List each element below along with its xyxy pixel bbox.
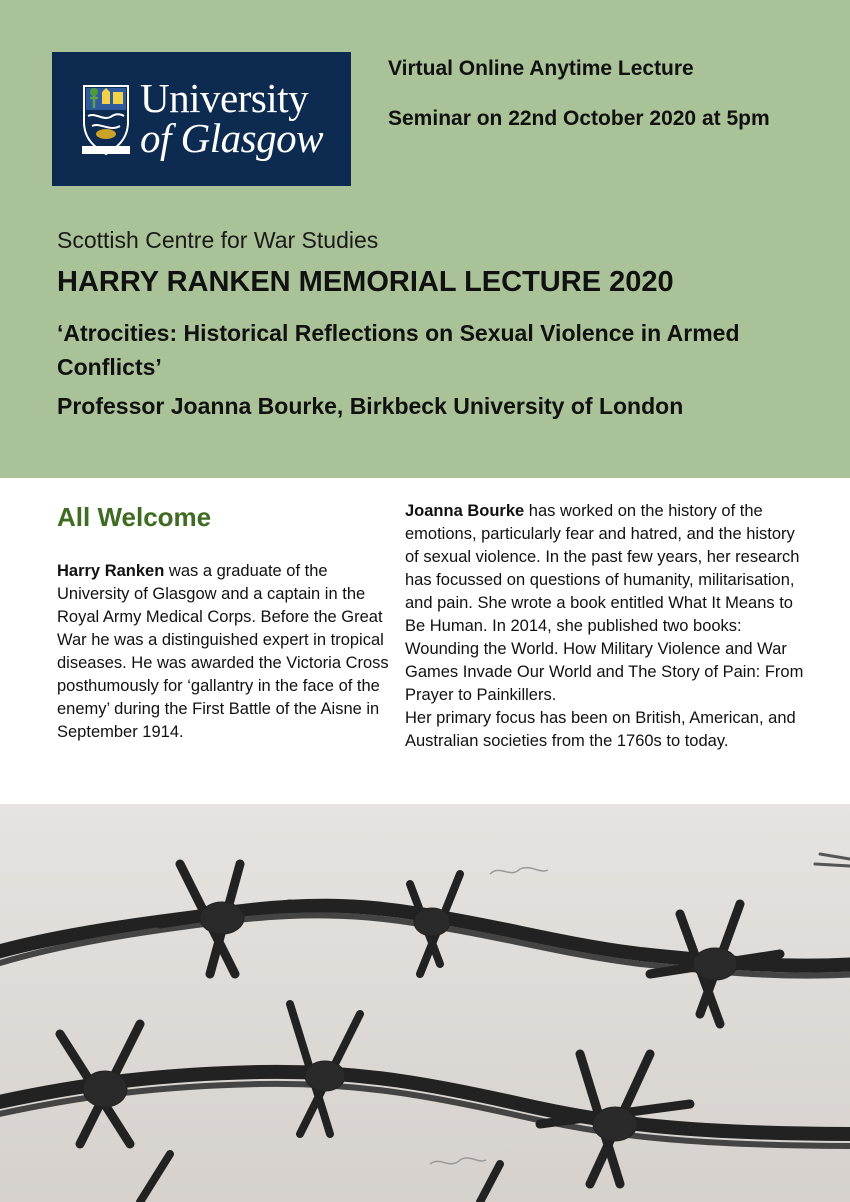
speaker: Professor Joanna Bourke, Birkbeck University of London [57, 393, 684, 419]
logo-wordmark-text: of Glasgow [140, 115, 323, 161]
ranken-bio-text: was a graduate of the University of Glasgow and a captain in the Royal Army Medical Corps. Before the Great War he was a distinguished expert in tropical diseases. He was awarded the Victoria Cross posthumously for ‘gallantry in the face of the enemy’ during the First Battle of the Aisne in September 1914. [57, 562, 389, 741]
event-date: Seminar on 22nd October 2020 at 5pm [388, 107, 770, 130]
bourke-name: Joanna Bourke [405, 502, 525, 520]
all-welcome-heading: All Welcome [57, 502, 212, 532]
centre-name: Scottish Centre for War Studies [57, 227, 379, 253]
header-banner [0, 0, 850, 478]
ranken-bio [57, 560, 392, 744]
bourke-bio [405, 500, 805, 753]
event-format: Virtual Online Anytime Lecture [388, 57, 694, 80]
logo-wordmark-university: University [140, 75, 309, 121]
lecture-title: HARRY RANKEN MEMORIAL LECTURE 2020 [57, 266, 674, 298]
bourke-focus-text: Her primary focus has been on British, American, and Australian societies from the 1760s to today. [405, 709, 796, 750]
lecture-subtitle: ‘Atrocities: Historical Reflections on Sexual Violence in Armed Conflicts’ [57, 320, 740, 380]
bourke-bio-text: has worked on the history of the emotions, particularly fear and hatred, and the history of sexual violence. In the past few years, her research has focussed on questions of humanity, militarisation, and pain. She wrote a book entitled What It Means to Be Human. In 2014, she published two books: Wounding the World. How Military Violence and War Games Invade Our World and The Story of Pain: From Prayer to Painkillers. [405, 502, 804, 704]
barbed-wire-drawing [0, 804, 850, 1202]
university-logo [52, 52, 351, 186]
ranken-name: Harry Ranken [57, 562, 165, 580]
crest-icon [80, 82, 132, 156]
logo-wordmark-glasgow [140, 115, 323, 161]
